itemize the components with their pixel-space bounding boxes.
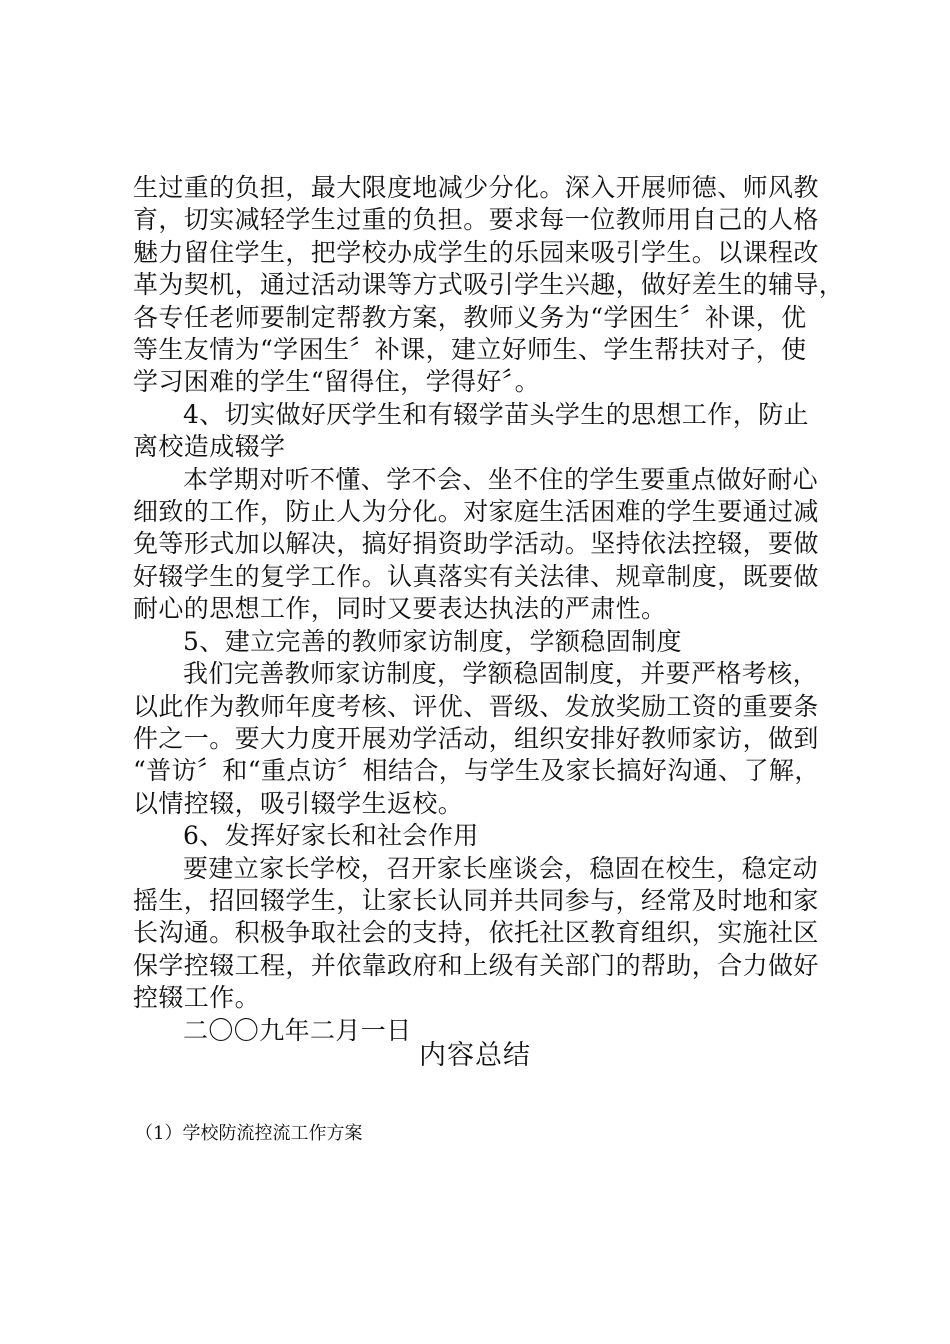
- paragraph-line: 生过重的负担，最大限度地减少分化。深入开展师德、师风教: [133, 173, 819, 202]
- paragraph-line: 耐心的思想工作，同时又要表达执法的严肃性。: [133, 594, 667, 624]
- paragraph-line: 学习困难的学生“留得住，学得好〞。: [133, 367, 541, 397]
- paragraph-line: 好辍学生的复学工作。认真落实有关法律、规章制度，既要做: [133, 561, 819, 591]
- document-date: 二〇〇九年二月一日: [183, 1015, 412, 1045]
- paragraph-line: 等生友情为“学困生〞补课，建立好师生、学生帮扶对子，使: [133, 335, 807, 365]
- paragraph-line: 件之一。要大力度开展劝学活动，组织安排好教师家访，做到: [133, 723, 819, 753]
- paragraph-line: 革为契机，通过活动课等方式吸引学生兴趣，做好差生的辅导，: [133, 270, 845, 300]
- paragraph-line: 各专任老师要制定帮教方案，教师义务为“学困生〞补课，优: [133, 302, 807, 332]
- paragraph-line: 细致的工作，防止人为分化。对家庭生活困难的学生要通过减: [133, 497, 819, 527]
- paragraph-line: 以情控辍，吸引辍学生返校。: [133, 788, 464, 818]
- paragraph-line: 以此作为教师年度考核、评优、晋级、发放奖励工资的重要条: [133, 691, 819, 721]
- section-heading-continued: 离校造成辍学: [133, 432, 286, 462]
- paragraph-line: 免等形式加以解决，搞好捐资助学活动。坚持依法控辍，要做: [133, 529, 819, 559]
- summary-title: 内容总结: [419, 1040, 531, 1071]
- summary-item: （1）学校防流控流工作方案: [135, 1123, 363, 1144]
- section-heading: 5、建立完善的教师家访制度，学额稳固制度: [183, 626, 682, 656]
- paragraph-line: 长沟通。积极争取社会的支持，依托社区教育组织，实施社区: [133, 918, 819, 948]
- paragraph-line: “普访〞和“重点访〞相结合，与学生及家长搞好沟通、了解，: [133, 756, 820, 786]
- paragraph-line: 要建立家长学校，召开家长座谈会，稳固在校生，稳定动: [183, 853, 819, 883]
- section-heading: 4、切实做好厌学生和有辍学苗头学生的思想工作，防止: [183, 399, 809, 429]
- section-heading: 6、发挥好家长和社会作用: [183, 821, 479, 851]
- paragraph-line: 育，切实减轻学生过重的负担。要求每一位教师用自己的人格: [133, 205, 819, 235]
- paragraph-line: 保学控辍工程，并依靠政府和上级有关部门的帮助，合力做好: [133, 950, 819, 980]
- paragraph-line: 控辍工作。: [133, 983, 261, 1013]
- paragraph-line: 魅力留住学生，把学校办成学生的乐园来吸引学生。以课程改: [133, 237, 819, 267]
- paragraph-line: 摇生，招回辍学生，让家长认同并共同参与，经常及时地和家: [133, 885, 819, 915]
- document-body: [133, 172, 845, 1047]
- paragraph-line: 本学期对听不懂、学不会、坐不住的学生要重点做好耐心: [183, 464, 819, 494]
- paragraph-line: 我们完善教师家访制度，学额稳固制度，并要严格考核，: [183, 659, 819, 689]
